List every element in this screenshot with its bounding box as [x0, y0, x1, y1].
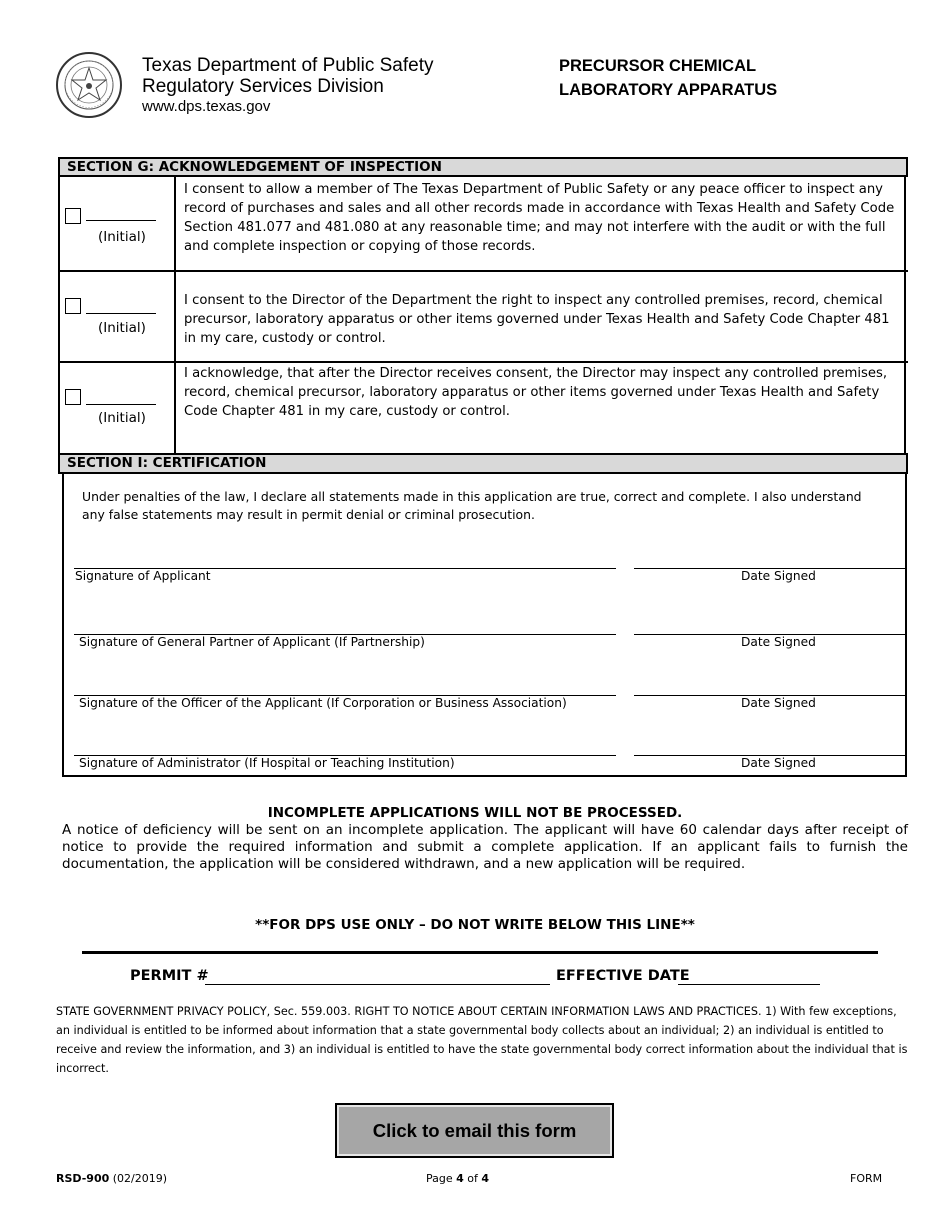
row-divider [58, 270, 908, 272]
signature-label: Signature of Applicant [75, 569, 211, 583]
permit-label: PERMIT # [130, 968, 209, 984]
form-revision-date: (02/2019) [112, 1172, 168, 1185]
consent-records-checkbox[interactable] [65, 208, 81, 224]
agency-line2: Regulatory Services Division [142, 76, 384, 97]
email-form-button[interactable]: Click to email this form [335, 1103, 614, 1158]
agency-name [142, 55, 433, 97]
agency-line1: Texas Department of Public Safety [142, 55, 434, 76]
form-title-line2: LABORATORY APPARATUS [559, 81, 778, 99]
form-type: FORM [850, 1172, 883, 1185]
consent-director-text: I consent to the Director of the Department the right to inspect any controlled premises, record, chemical precursor, laboratory apparatus or other items governed under Texas Health and Safety Code Chapter 481 in my care, custody or control. [184, 293, 890, 346]
row-divider [58, 361, 908, 363]
initial-line [86, 404, 156, 405]
date-signed-label: Date Signed [741, 696, 816, 710]
consent-records-text: I consent to allow a member of The Texas Department of Public Safety or any peace officer to inspect any record of purchases and sales and all other records made in accordance with Texas Health and Safety Code Section 481.077 and 481.080 at any reasonable time; and may not interfere with the audit or with the full and complete inspection or copying of those records. [184, 182, 895, 254]
initial-label: (Initial) [98, 320, 146, 336]
privacy-policy-text: STATE GOVERNMENT PRIVACY POLICY, Sec. 559.003. RIGHT TO NOTICE ABOUT CERTAIN INFORMATION LAWS AND PRACTICES. 1) With few exceptions, an individual is entitled to be informed about information that a state governmental body collects about an individual; 2) an individual is entitled to receive and review the information, and 3) an individual is entitled to have the state governmental body correct information about the individual that is incorrect. [56, 1005, 908, 1075]
form-title [559, 54, 777, 102]
form-number-code: RSD-900 [56, 1172, 110, 1185]
effective-date-field[interactable] [678, 984, 820, 985]
signature-label: Signature of the Officer of the Applicant (If Corporation or Business Association) [79, 696, 567, 710]
initial-label: (Initial) [98, 410, 146, 426]
page-total: 4 [481, 1172, 490, 1185]
section-g-column-divider [174, 177, 176, 454]
initial-line [86, 313, 156, 314]
signature-label: Signature of Administrator (If Hospital or Teaching Institution) [79, 756, 455, 770]
dps-seal-logo [55, 51, 123, 119]
page-indicator [426, 1172, 489, 1185]
signature-label: Signature of General Partner of Applicant (If Partnership) [79, 635, 425, 649]
agency-website: www.dps.texas.gov [142, 98, 271, 115]
acknowledge-inspection-checkbox[interactable] [65, 389, 81, 405]
date-signed-label: Date Signed [741, 569, 816, 583]
incomplete-notice-title: INCOMPLETE APPLICATIONS WILL NOT BE PROCESSED. [267, 805, 683, 821]
section-i-header: SECTION I: CERTIFICATION [58, 453, 908, 474]
incomplete-notice-text: A notice of deficiency will be sent on an incomplete application. The applicant will have 60 calendar days after receipt of notice to provide the required information and submit a complete application. If an applicant fails to furnish the documentation, the application will be considered withdrawn, and a new application will be required. [62, 822, 908, 872]
form-title-line1: PRECURSOR CHEMICAL [559, 57, 757, 75]
page-current: 4 [456, 1172, 464, 1185]
acknowledge-inspection-text: I acknowledge, that after the Director receives consent, the Director may inspect any controlled premises, record, chemical precursor, laboratory apparatus or other items governed under Texas Health and Safety Code Chapter 481 in my care, custody or control. [184, 366, 888, 419]
date-signed-label: Date Signed [741, 756, 816, 770]
form-number [56, 1172, 167, 1185]
initial-label: (Initial) [98, 229, 146, 245]
section-g-header: SECTION G: ACKNOWLEDGEMENT OF INSPECTION [58, 157, 908, 177]
dps-use-only-heading: **FOR DPS USE ONLY – DO NOT WRITE BELOW THIS LINE** [255, 917, 695, 933]
consent-director-checkbox[interactable] [65, 298, 81, 314]
certification-statement: Under penalties of the law, I declare all statements made in this application are true, correct and complete. I also understand any false statements may result in permit denial or criminal prosecution. [82, 489, 862, 522]
dps-use-divider [82, 951, 878, 954]
page-of: of [467, 1172, 478, 1185]
page-prefix: Page [426, 1172, 453, 1185]
effective-date-label: EFFECTIVE DATE [556, 968, 690, 984]
date-signed-label: Date Signed [741, 635, 816, 649]
initial-line [86, 220, 156, 221]
permit-number-field[interactable] [205, 984, 550, 985]
